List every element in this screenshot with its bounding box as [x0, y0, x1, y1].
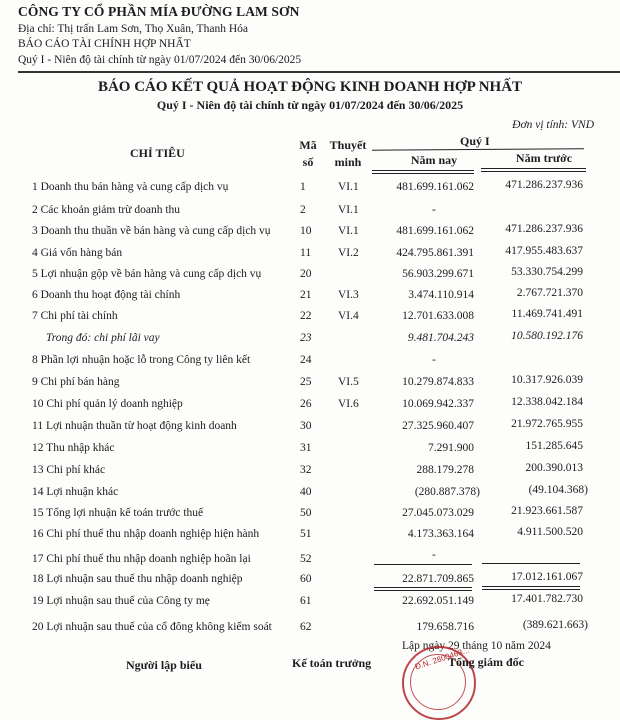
row-label: 20 Lợi nhuận sau thuế của cổ đông không kiểm soát: [32, 621, 272, 633]
report-title: BÁO CÁO KẾT QUẢ HOẠT ĐỘNG KINH DOANH HỢP NHẤT: [97, 79, 523, 95]
row-code: 32: [300, 464, 312, 476]
row-note: VI.1: [338, 225, 359, 237]
ma-so-line2: số: [302, 155, 314, 169]
row-code: 60: [300, 573, 312, 585]
row-code: 22: [300, 310, 312, 322]
row-current: (280.887.378): [414, 486, 480, 498]
row-label: Trong đó: chi phí lãi vay: [46, 332, 160, 344]
table-row: [0, 621, 620, 641]
row-note: VI.3: [338, 289, 359, 301]
row-code: 62: [300, 621, 312, 633]
row-code: 50: [300, 507, 312, 519]
table-row: [0, 376, 620, 396]
row-code: 21: [300, 289, 312, 301]
table-row: [0, 225, 620, 245]
table-row: [0, 181, 620, 201]
row-note: VI.2: [338, 247, 359, 259]
report-subtitle: Quý I - Niên độ tài chính từ ngày 01/07/2024 đến 30/06/2025: [156, 98, 464, 112]
row-current: 10.279.874.833: [402, 376, 474, 388]
row-prior: 17.012.161.067: [511, 571, 583, 583]
row-current: -: [432, 354, 436, 366]
row-code: 23: [300, 332, 312, 344]
table-row: [0, 289, 620, 309]
table-row: [0, 420, 620, 440]
row-prior: (389.621.663): [522, 619, 588, 631]
column-header-ma-so: [297, 137, 319, 171]
row-prior: 4.911.500.520: [517, 526, 583, 538]
stamp-text: Đ.N. 2800463...: [413, 645, 471, 672]
row-code: 11: [300, 247, 312, 259]
table-row: [0, 464, 620, 484]
column-header-quy: Quý I: [460, 134, 490, 148]
row-code: 31: [300, 442, 312, 454]
row-current: 7.291.900: [428, 442, 474, 454]
row-code: 51: [300, 528, 312, 540]
row-label: 15 Tổng lợi nhuận kế toán trước thuế: [32, 507, 204, 519]
row-current: 481.699.161.062: [396, 181, 474, 193]
row-code: 1: [300, 181, 306, 193]
table-row: [0, 268, 620, 288]
table-row: [0, 595, 620, 615]
row-label: 9 Chi phí bán hàng: [32, 376, 120, 388]
row-current: -: [432, 549, 436, 561]
column-header-nam-nay: Năm nay: [410, 153, 458, 167]
column-header-nam-truoc: Năm trước: [515, 151, 573, 165]
row-label: 12 Thu nhập khác: [32, 442, 115, 454]
table-row: [0, 398, 620, 418]
row-current: 56.903.299.671: [402, 268, 474, 280]
row-current: 27.045.073.029: [402, 507, 474, 519]
row-code: 30: [300, 420, 312, 432]
row-label: 7 Chi phí tài chính: [32, 310, 118, 322]
row-note: VI.6: [338, 398, 359, 410]
subtotal-line-current: [374, 564, 472, 565]
report-date: Lập ngày 29 tháng 10 năm 2024: [402, 640, 551, 652]
row-code: 2: [300, 204, 306, 216]
total-double-line-prior: [482, 586, 580, 590]
row-prior: 12.338.042.184: [511, 396, 583, 408]
table-row: [0, 573, 620, 593]
row-note: VI.5: [338, 376, 359, 388]
row-label: 18 Lợi nhuận sau thuế thu nhập doanh nghiệp: [32, 573, 243, 585]
row-code: 40: [300, 486, 312, 498]
table-row: [0, 310, 620, 330]
row-prior: 10.580.192.176: [511, 330, 583, 342]
row-label: 13 Chi phí khác: [32, 464, 106, 476]
row-prior: 53.330.754.299: [511, 266, 583, 278]
ma-so-line1: Mã: [299, 138, 317, 152]
row-label: 4 Giá vốn hàng bán: [32, 247, 123, 259]
company-address: Địa chỉ: Thị trấn Lam Sơn, Thọ Xuân, Thanh Hóa: [18, 23, 248, 35]
row-prior: (49.104.368): [528, 484, 588, 496]
row-current: 27.325.960.407: [402, 420, 474, 432]
row-current: 481.699.161.062: [396, 225, 474, 237]
row-label: 10 Chi phí quản lý doanh nghiệp: [32, 398, 183, 410]
row-prior: 417.955.483.637: [505, 245, 583, 257]
nam-truoc-double-underline: [481, 168, 586, 172]
row-current: 12.701.633.008: [402, 310, 474, 322]
table-row: [0, 507, 620, 527]
table-row: [0, 354, 620, 374]
row-prior: 2.767.721.370: [516, 287, 583, 299]
row-label: 14 Lợi nhuận khác: [32, 486, 119, 498]
header-period: Quý I - Niên độ tài chính từ ngày 01/07/2024 đến 30/06/2025: [18, 54, 302, 66]
row-current: 288.179.278: [416, 464, 474, 476]
thuyet-minh-line2: minh: [334, 155, 362, 169]
column-header-chi-tieu: CHỈ TIÊU: [130, 146, 185, 160]
row-label: 8 Phần lợi nhuận hoặc lỗ trong Công ty liên kết: [32, 354, 251, 366]
table-row: [0, 332, 620, 352]
row-current: 179.658.716: [416, 621, 474, 633]
row-current: 22.692.051.149: [402, 595, 474, 607]
signature-general-director: Tổng giám đốc: [448, 655, 525, 669]
row-note: VI.4: [338, 310, 359, 322]
row-label: 16 Chi phí thuế thu nhập doanh nghiệp hiện hành: [32, 528, 260, 540]
row-label: 11 Lợi nhuận thuần từ hoạt động kinh doanh: [32, 420, 237, 432]
row-code: 52: [300, 553, 312, 565]
row-label: 5 Lợi nhuận gộp về bán hàng và cung cấp dịch vụ: [32, 268, 262, 280]
thuyet-minh-line1: Thuyết: [329, 138, 367, 152]
table-row: [0, 247, 620, 267]
row-prior: 21.923.661.587: [511, 505, 583, 517]
row-prior: 151.285.645: [525, 440, 583, 452]
company-name: CÔNG TY CỔ PHẦN MÍA ĐƯỜNG LAM SƠN: [18, 4, 300, 19]
row-prior: 11.469.741.491: [511, 308, 583, 320]
row-prior: 10.317.926.039: [511, 374, 583, 386]
row-label: 6 Doanh thu hoạt động tài chính: [32, 289, 181, 301]
row-current: 9.481.704.243: [407, 332, 474, 344]
row-code: 24: [300, 354, 312, 366]
row-prior: 200.390.013: [525, 462, 583, 474]
row-current: -: [432, 204, 436, 216]
row-code: 25: [300, 376, 312, 388]
row-label: 1 Doanh thu bán hàng và cung cấp dịch vụ: [32, 181, 229, 193]
signature-chief-accountant: Kế toán trưởng: [292, 656, 372, 670]
table-row: [0, 486, 620, 506]
table-row: [0, 204, 620, 224]
header-divider: [18, 71, 620, 73]
table-row: [0, 442, 620, 462]
column-header-thuyet-minh: [328, 137, 368, 171]
row-current: 3.474.110.914: [408, 289, 474, 301]
row-code: 20: [300, 268, 312, 280]
nam-nay-double-underline: [372, 170, 474, 174]
row-current: 424.795.861.391: [396, 247, 474, 259]
row-current: 10.069.942.337: [402, 398, 474, 410]
row-code: 61: [300, 595, 312, 607]
subtotal-line-prior: [482, 563, 580, 564]
row-prior: 21.972.765.955: [511, 418, 583, 430]
signature-preparer: Người lập biểu: [126, 658, 202, 672]
row-prior: 471.286.237.936: [505, 223, 583, 235]
row-label: 2 Các khoản giảm trừ doanh thu: [32, 204, 181, 216]
row-label: 17 Chi phí thuế thu nhập doanh nghiệp hoãn lại: [32, 553, 251, 565]
row-prior: 471.286.237.936: [505, 179, 583, 191]
row-note: VI.1: [338, 204, 359, 216]
table-row: [0, 528, 620, 548]
row-label: 19 Lợi nhuận sau thuế của Công ty mẹ: [32, 595, 210, 607]
currency-unit: Đơn vị tính: VND: [512, 119, 594, 131]
report-type: BÁO CÁO TÀI CHÍNH HỢP NHẤT: [18, 38, 191, 50]
row-code: 26: [300, 398, 312, 410]
row-current: 4.173.363.164: [407, 528, 474, 540]
row-note: VI.1: [338, 181, 359, 193]
total-double-line-current: [374, 587, 472, 591]
row-code: 10: [300, 225, 312, 237]
row-prior: 17.401.782.730: [511, 593, 583, 605]
row-current: 22.871.709.865: [402, 573, 474, 585]
row-label: 3 Doanh thu thuần về bán hàng và cung cấp dịch vụ: [32, 225, 271, 237]
